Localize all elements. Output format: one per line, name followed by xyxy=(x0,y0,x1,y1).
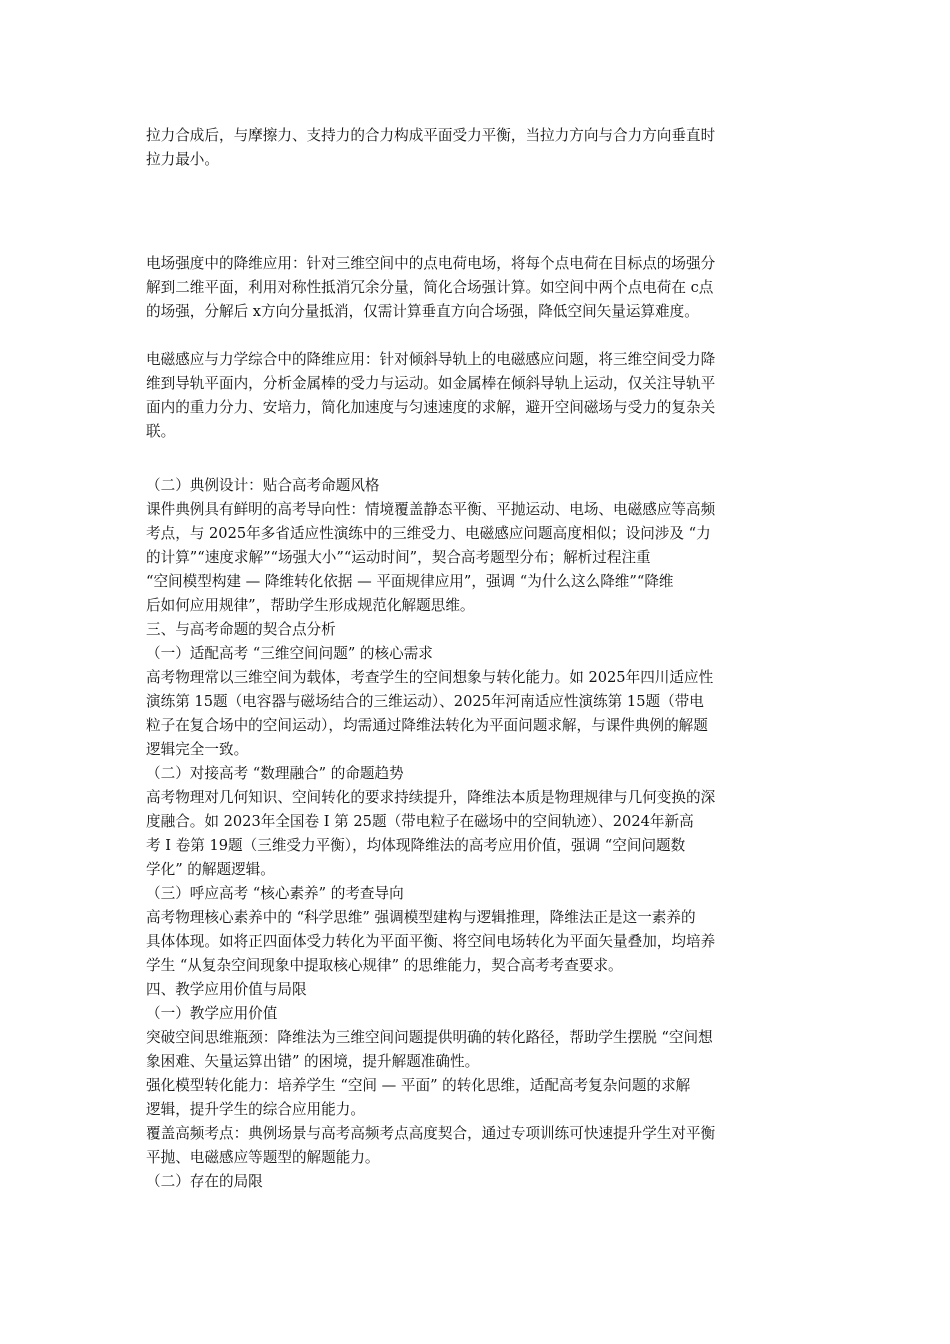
paragraph-electric-field xyxy=(146,252,808,324)
text-line: 学化” 的解题逻辑。 xyxy=(146,861,275,878)
text-line: 的场强，分解后 x方向分量抵消，仅需计算垂直方向合场强，降低空间矢量运算难度。 xyxy=(146,303,699,320)
paragraph-electromagnetic-induction xyxy=(146,348,808,444)
text-line: 具体体现。如将正四面体受力转化为平面平衡、将空间电场转化为平面矢量叠加，均培养 xyxy=(146,933,716,950)
text-line: 面内的重力分力、安培力，简化加速度与匀速速度的求解，避开空间磁场与受力的复杂关 xyxy=(146,399,716,416)
text-line: 课件典例具有鲜明的高考导向性：情境覆盖静态平衡、平抛运动、电场、电磁感应等高频 xyxy=(146,501,716,518)
text-line: 维到导轨平面内，分析金属棒的受力与运动。如金属棒在倾斜导轨上运动，仅关注导轨平 xyxy=(146,375,716,392)
text-line: 象困难、矢量运算出错” 的困境，提升解题准确性。 xyxy=(146,1053,480,1070)
text-line: 联。 xyxy=(146,423,176,440)
text-line: 平抛、电磁感应等题型的解题能力。 xyxy=(146,1149,380,1166)
text-line: 逻辑，提升学生的综合应用能力。 xyxy=(146,1101,365,1118)
text-line: 强化模型转化能力：培养学生 “空间 — 平面” 的转化思维，适配高考复杂问题的求解 xyxy=(146,1077,691,1094)
subheading-limitations: （二）存在的局限 xyxy=(146,1173,263,1190)
text-line: 考 Ⅰ 卷第 19题（三维受力平衡），均体现降维法的高考应用价值，强调 “空间问题数 xyxy=(146,837,686,854)
subheading-3: （三）呼应高考 “核心素养” 的考查导向 xyxy=(146,885,404,902)
text-line: 后如何应用规律”，帮助学生形成规范化解题思维。 xyxy=(146,597,475,614)
subheading-teaching-value: （一）教学应用价值 xyxy=(146,1005,278,1022)
text-line: 逻辑完全一致。 xyxy=(146,741,249,758)
text-line: 拉力合成后，与摩擦力、支持力的合力构成平面受力平衡，当拉力方向与合力方向垂直时 xyxy=(146,127,716,144)
text-line: 高考物理对几何知识、空间转化的要求持续提升，降维法本质是物理规律与几何变换的深 xyxy=(146,789,716,806)
section-heading-4: 四、教学应用价值与局限 xyxy=(146,981,307,998)
text-line: “空间模型构建 — 降维转化依据 — 平面规律应用”，强调 “为什么这么降维”“降维 xyxy=(146,573,674,590)
text-line: 考点，与 2025年多省适应性演练中的三维受力、电磁感应问题高度相似；设问涉及 “力 xyxy=(146,525,711,542)
subheading-1: （一）适配高考 “三维空间问题” 的核心需求 xyxy=(146,645,433,662)
text-line: 电场强度中的降维应用：针对三维空间中的点电荷电场，将每个点电荷在目标点的场强分 xyxy=(146,255,716,272)
text-line: 突破空间思维瓶颈：降维法为三维空间问题提供明确的转化路径，帮助学生摆脱 “空间想 xyxy=(146,1029,713,1046)
section-heading-3: 三、与高考命题的契合点分析 xyxy=(146,621,336,638)
subheading-2: （二）对接高考 “数理融合” 的命题趋势 xyxy=(146,765,404,782)
text-line: 学生 “从复杂空间现象中提取核心规律” 的思维能力，契合高考考查要求。 xyxy=(146,957,623,974)
subheading-example-design: （二）典例设计：贴合高考命题风格 xyxy=(146,477,380,494)
main-text-section xyxy=(146,474,808,1194)
text-line: 度融合。如 2023年全国卷 Ⅰ 第 25题（带电粒子在磁场中的空间轨迹）、2024年新高 xyxy=(146,813,694,830)
text-line: 演练第 15题（电容器与磁场结合的三维运动）、2025年河南适应性演练第 15题（带电 xyxy=(146,693,704,710)
text-line: 电磁感应与力学综合中的降维应用：针对倾斜导轨上的电磁感应问题，将三维空间受力降 xyxy=(146,351,716,368)
text-line: 拉力最小。 xyxy=(146,151,219,168)
text-line: 粒子在复合场中的空间运动），均需通过降维法转化为平面问题求解，与课件典例的解题 xyxy=(146,717,708,734)
text-line: 覆盖高频考点：典例场景与高考高频考点高度契合，通过专项训练可快速提升学生对平衡 xyxy=(146,1125,716,1142)
text-line: 解到二维平面，利用对称性抵消冗余分量，简化合场强计算。如空间中两个点电荷在 c点 xyxy=(146,279,714,296)
paragraph-tension xyxy=(146,124,808,172)
text-line: 的计算”“速度求解”“场强大小”“运动时间”，契合高考题型分布；解析过程注重 xyxy=(146,549,651,566)
text-line: 高考物理常以三维空间为载体，考查学生的空间想象与转化能力。如 2025年四川适应性 xyxy=(146,669,714,686)
text-line: 高考物理核心素养中的 “科学思维” 强调模型建构与逻辑推理，降维法正是这一素养的 xyxy=(146,909,696,926)
